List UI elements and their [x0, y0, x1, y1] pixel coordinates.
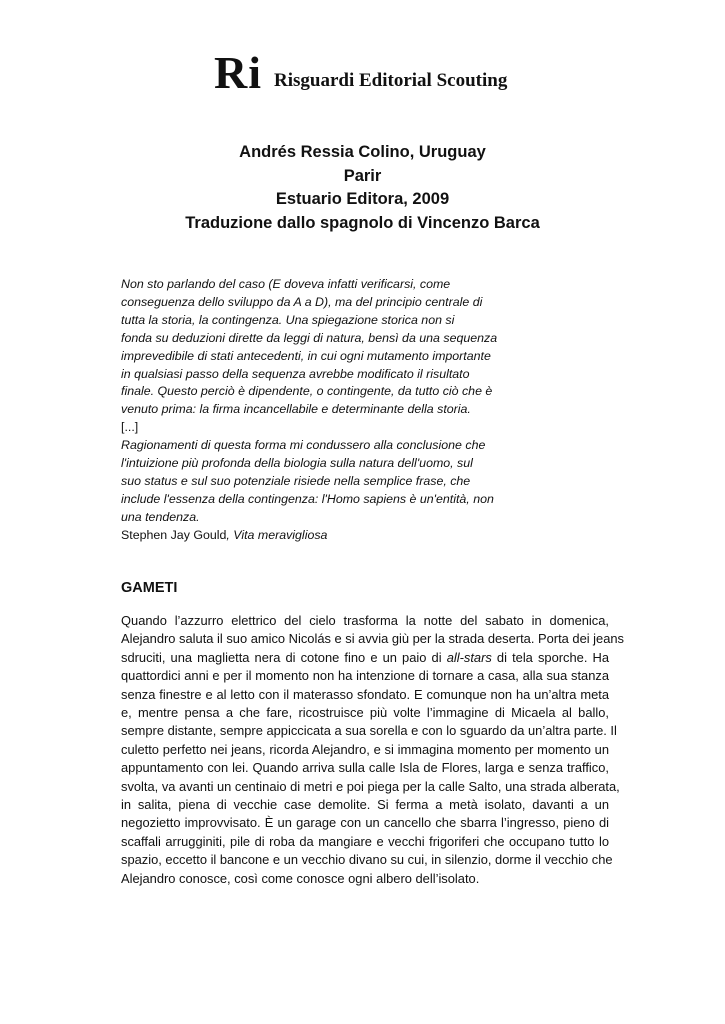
translation-line: Traduzione dallo spagnolo di Vincenzo Barca [185, 213, 540, 232]
epigraph-line: tutta la storia, la contingenza. Una spiegazione storica non si [121, 312, 455, 327]
epigraph-line: finale. Questo perciò è dipendente, o contingente, da tutto ciò che è [121, 384, 493, 399]
body-line: Alejandro saluta il suo amico Nicolás e si avvia giù per la strada deserta. Porta dei jeans [121, 631, 624, 647]
epigraph-line: Ragionamenti di questa forma mi condussero alla conclusione che [121, 438, 486, 453]
logo-mark: Ri [214, 47, 262, 98]
epigraph-line: una tendenza. [121, 509, 200, 524]
body-line: appuntamento con lei. Quando arriva sulla calle Isla de Flores, larga e senza traffico, [121, 760, 609, 776]
body-line: negozietto improvvisato. È un garage con un cancello che sbarra l’ingresso, pieno di [121, 815, 609, 831]
epigraph-quote-1 [121, 276, 541, 419]
epigraph-line: venuto prima: la firma incancellabile e determinante della storia. [121, 402, 471, 417]
body-line: quattordici anni e per il momento non ha intenzione di tornare a casa, alla sua stanza [121, 668, 609, 684]
epigraph-line: imprevedibile di stati antecedenti, in cui ogni mutamento importante [121, 348, 491, 363]
body-line: scaffali arrugginiti, pile di roba da mangiare e vecchi frigoriferi che occupano tutto lo [121, 833, 609, 849]
epigraph-line: Non sto parlando del caso (E doveva infatti verificarsi, come [121, 277, 451, 291]
section-heading: GAMETI [121, 580, 178, 596]
body-line: sempre distante, sempre appiccicata a sua sorella e con lo sguardo da un’altra parte. Il [121, 723, 617, 739]
epigraph-ellipsis: [...] [121, 420, 139, 435]
body-line: in salita, piena di vecchie case demolite. Si ferma a metà isolato, davanti a un [121, 797, 609, 813]
epigraph-line: include l'essenza della contingenza: l'Homo sapiens è un'entità, non [121, 491, 494, 506]
attribution-separator: , [226, 527, 234, 542]
attribution-work: Vita meravigliosa [233, 527, 328, 542]
body-line: spazio, eccetto il bancone e un vecchio divano su cui, in silenzio, dorme il vecchio che [121, 852, 613, 868]
body-line: culetto perfetto nei jeans, ricorda Alejandro, e si immagina momento per momento un [121, 741, 609, 757]
author-line: Andrés Ressia Colino, Uruguay [239, 143, 486, 161]
section-body [121, 612, 624, 888]
epigraph-line: in qualsiasi passo della sequenza avrebbe modificato il risultato [121, 366, 470, 381]
book-title: Parir [343, 166, 382, 185]
body-line: senza finestre e al letto con il materasso sfondato. E comunque non ha un’altra meta [121, 686, 609, 702]
body-line: Alejandro conosce, così come conosce ogni albero dell’isolato. [121, 870, 480, 886]
publisher-header [214, 47, 508, 98]
title-block [0, 141, 725, 235]
epigraph-quote-2 [121, 437, 541, 527]
publisher-name: Risguardi Editorial Scouting [274, 70, 508, 91]
attribution-author: Stephen Jay Gould [121, 527, 227, 542]
body-line: svolta, va avanti un centinaio di metri e poi piega per la calle Salto, una strada alberata, [121, 778, 620, 794]
epigraph-line: fonda su deduzioni dirette da leggi di natura, bensì da una sequenza [121, 330, 498, 345]
epigraph-attribution [121, 527, 541, 545]
epigraph-line: l'intuizione più profonda della biologia sulla natura dell'uomo, sul [121, 456, 473, 471]
body-line: Quando l’azzurro elettrico del cielo trasforma la notte del sabato in domenica, [121, 613, 609, 628]
italic-term: all-stars [446, 649, 492, 665]
body-line: e, mentre pensa a che fare, ricostruisce più volte l’immagine di Micaela al ballo, [121, 705, 609, 721]
epigraph-line: conseguenza dello sviluppo da A a D), ma del principio centrale di [121, 294, 483, 309]
body-line: sdruciti, una maglietta nera di cotone fino e un paio di all-stars di tela sporche. Ha [121, 649, 609, 665]
epigraph-line: suo status e sul suo potenziale risiede nella semplice frase, che [121, 473, 471, 488]
publisher-year-line: Estuario Editora, 2009 [275, 190, 450, 208]
epigraph [121, 276, 541, 545]
